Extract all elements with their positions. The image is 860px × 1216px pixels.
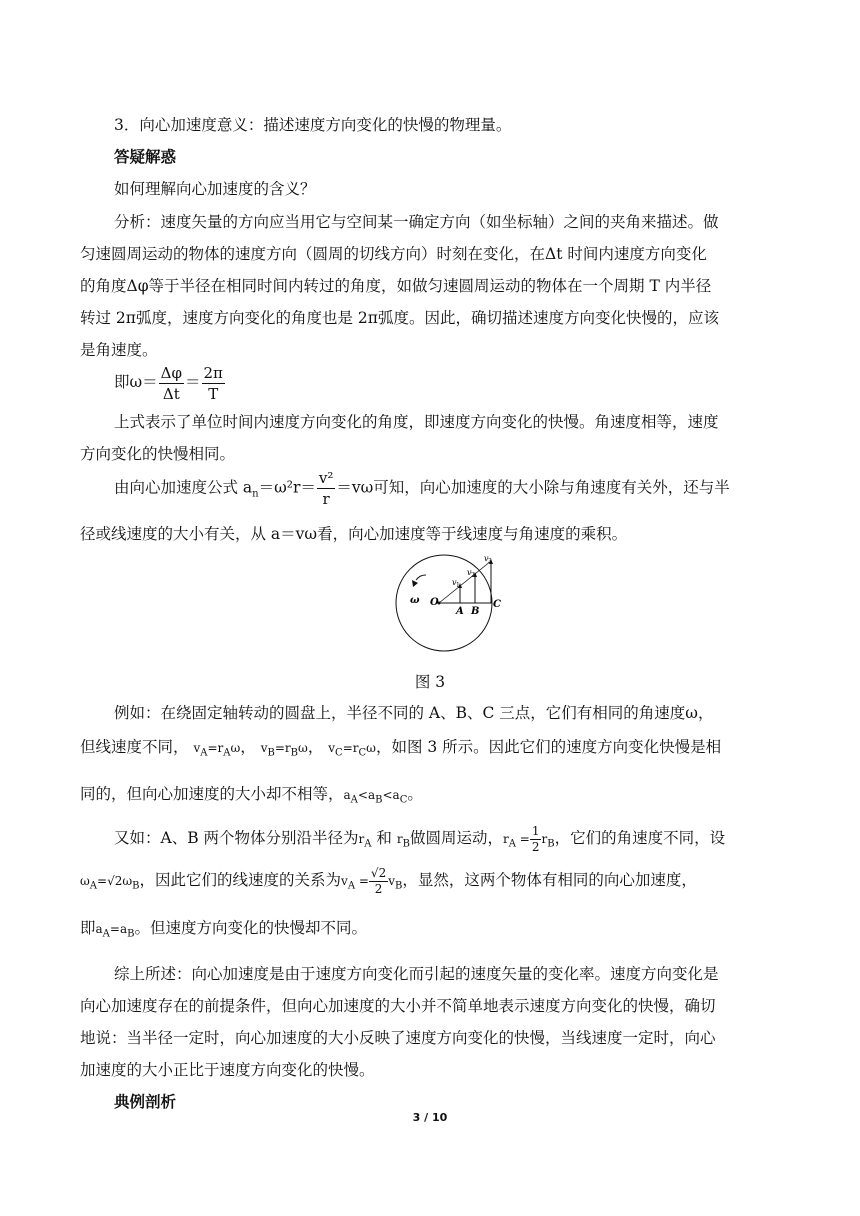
example-line-1: 例如：在绕固定轴转动的圆盘上，半径不同的 A、B、C 三点，它们有相同的角速度ω， (114, 704, 714, 722)
text-segment: 即 (80, 919, 96, 937)
fraction-v2-r (317, 468, 336, 509)
summary-line-4: 加速度的大小正比于速度方向变化的快慢。 (80, 1061, 375, 1079)
analysis-line-2: 匀速圆周运动的物体的速度方向（圆周的切线方向）时刻在变化，在Δt 时间内速度方向变化 (80, 245, 707, 263)
formula-ra-half-rb: $r_A$ = $\frac{1}{2}$ $r_B$ (502, 824, 555, 854)
text-segment: ，如图 3 所示。因此它们的速度方向变化快慢是相 (375, 738, 722, 756)
text-segment: ，因此它们的线速度的关系为 (139, 871, 342, 889)
text-segment: ＝ω²r＝ (258, 478, 316, 497)
example2-line-2 (80, 860, 784, 906)
analysis-line-1: 分析：速度矢量的方向应当用它与空间某一确定方向（如坐标轴）之间的夹角来描述。做 (114, 213, 719, 231)
text-segment: 同的，但向心加速度的大小却不相等， (80, 785, 344, 803)
formula-prefix: 即ω＝ (114, 373, 158, 391)
summary-line-1: 综上所述：向心加速度是由于速度方向变化而引起的速度矢量的变化率。速度方向变化是 (114, 965, 719, 983)
formula-inequality: $a_A<a_B<a_C$ (343, 788, 408, 806)
equals-sign: ＝ (184, 373, 201, 391)
tangent-line (439, 561, 491, 603)
analysis-line-3: 的角度Δφ等于半径在相同时间内转过的角度，如做匀速圆周运动的物体在一个周期 T 内半径 (80, 277, 712, 295)
rotating-disk-figure (389, 553, 504, 653)
acceleration-formula-line (114, 468, 818, 514)
paragraph-2-line-1: 上式表示了单位时间内速度方向变化的角度，即速度方向变化的快慢。角速度相等，速度 (114, 413, 719, 431)
text-segment: 但线速度不同， (80, 738, 189, 756)
omega-label: ω (410, 595, 420, 606)
point-3-line: 3．向心加速度意义：描述速度方向变化的快慢的物理量。 (114, 116, 512, 134)
formula-vc: $v_C=r_C\omega$ (328, 741, 376, 759)
formula-equal-accel: $a_A=a_B$ (95, 922, 135, 940)
paragraph-2-line-2: 方向变化的快慢相同。 (80, 445, 236, 463)
text-segment: 由向心加速度公式 a (114, 478, 253, 497)
rotation-arc (416, 575, 426, 580)
label-O: O (430, 597, 439, 608)
omega-formula (114, 362, 818, 404)
text-segment: 。 (407, 785, 423, 803)
formula-va: $v_A=r_A\omega$ (193, 741, 241, 759)
example2-line-3 (80, 917, 784, 945)
summary-line-2: 向心加速度存在的前提条件，但向心加速度的大小并不简单地表示速度方向变化的快慢，确切 (80, 997, 716, 1015)
analysis-line-5: 是角速度。 (80, 341, 158, 359)
fraction-2pi-t (202, 363, 225, 404)
text-segment: 又如：A、B 两个物体分别沿半径为 (114, 829, 359, 847)
label-v2: v (467, 568, 472, 577)
label-v1: v (452, 578, 457, 587)
numerator: 2π (203, 363, 223, 382)
symbol-ra: $r_A$ (358, 832, 372, 850)
numerator: Δφ (160, 363, 182, 382)
denominator: T (208, 384, 219, 403)
subscript: n (252, 488, 259, 500)
label-v2-sub: 2 (471, 572, 475, 579)
fraction-dphi-dt (159, 363, 184, 404)
denominator: Δt (162, 384, 180, 403)
formula-vb: $v_B=r_B\omega$ (260, 741, 308, 759)
formula-omega-relation: $\omega_A=√2\omega_B$ (80, 874, 140, 892)
label-B: B (471, 606, 480, 617)
label-v3-sub: 3 (488, 558, 492, 565)
text-segment: ＝vω可知，向心加速度的大小除与角速度有关外，还与半 (336, 478, 730, 497)
formula-v-relation: $v_A$ = $\frac{√2}{2}$ $v_B$ (341, 866, 403, 896)
symbol-rb: $r_B$ (396, 832, 410, 850)
example-line-3 (80, 783, 784, 811)
page-number: 3 / 10 (412, 1111, 448, 1124)
label-v3: v (484, 554, 489, 563)
label-C: C (493, 599, 501, 610)
numerator: v² (318, 469, 334, 487)
text-segment: 做圆周运动， (409, 829, 503, 847)
section-heading-qa: 答疑解惑 (114, 148, 177, 166)
example-line-2: 但线速度不同， $v_A=r_A\omega$， $v_B=r_B\omega$， $v_C=r_C\omega$，如图 3 所示。因此它们的速度方向变化快慢是相 (80, 738, 722, 759)
example2-line-1: 又如：A、B 两个物体分别沿半径为$r_A$ 和 $r_B$做圆周运动，$r_A$ = $\frac{1}{2}$ $r_B$，它们的角速度不同，设 (114, 824, 726, 854)
denominator: r (322, 490, 330, 508)
section-heading-examples: 典例剖析 (114, 1093, 177, 1111)
summary-line-3: 地说：当半径一定时，向心加速度的大小反映了速度方向变化的快慢，当线速度一定时，向心 (80, 1029, 716, 1047)
label-v1-sub: 1 (456, 582, 460, 589)
analysis-line-4: 转过 2π弧度，速度方向变化的角度也是 2π弧度。因此，确切描述速度方向变化快慢的，应该 (80, 309, 719, 327)
paragraph-3-line-2: 径或线速度的大小有关，从 a＝vω看，向心加速度等于线速度与角速度的乘积。 (80, 525, 628, 543)
figure-caption: 图 3 (414, 673, 446, 691)
question-line: 如何理解向心加速度的含义？ (114, 180, 316, 198)
rotation-arrowhead (412, 580, 418, 587)
text-segment: 。但速度方向变化的快慢却不同。 (134, 919, 367, 937)
text-segment: ，显然，这两个物体有相同的向心加速度， (402, 871, 697, 889)
text-segment: ，它们的角速度不同，设 (554, 829, 726, 847)
label-A: A (456, 606, 464, 617)
